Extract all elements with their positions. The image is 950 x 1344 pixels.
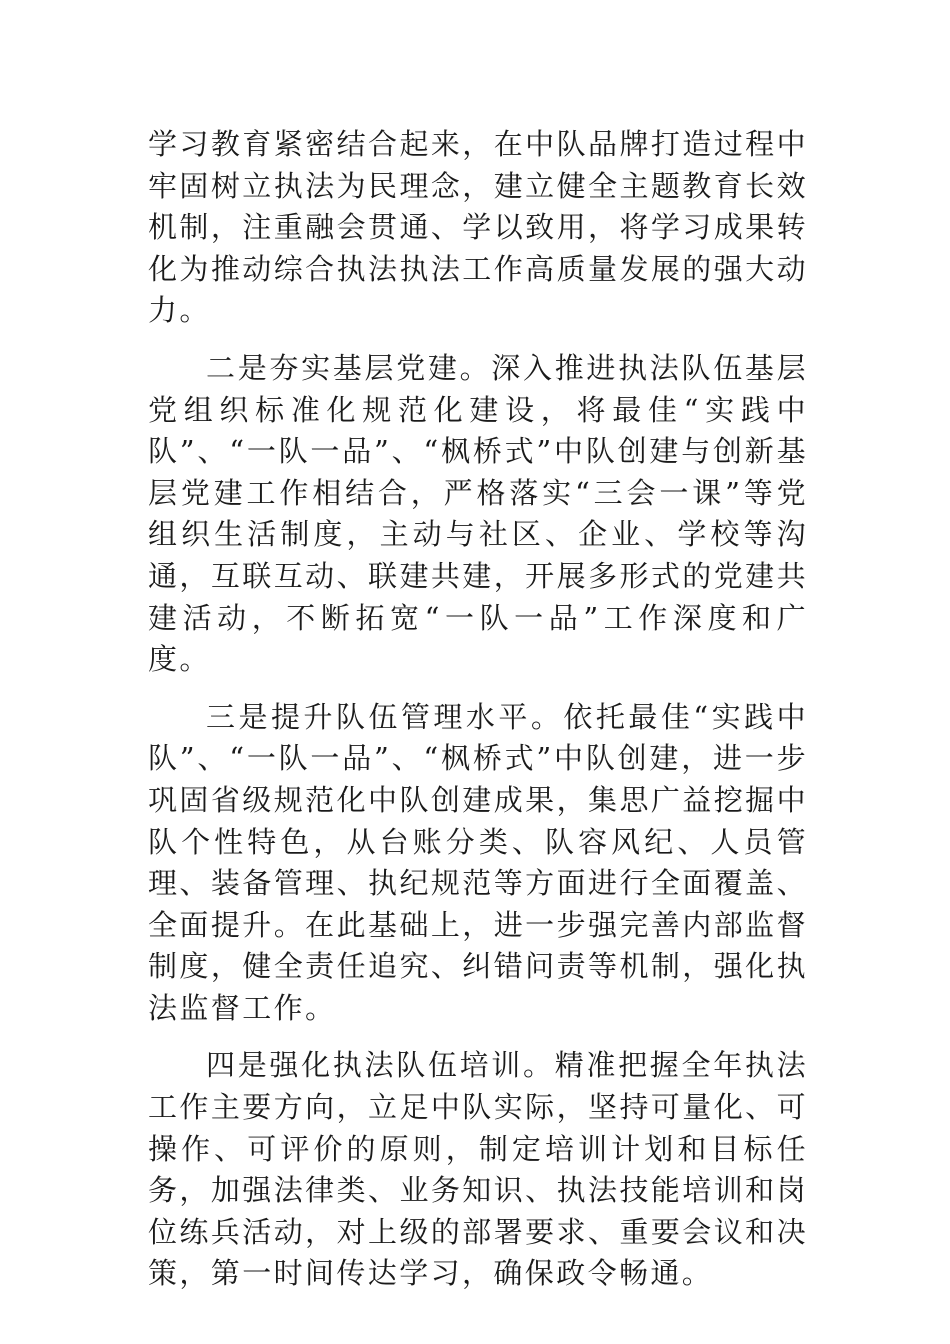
paragraph-continuation: 学习教育紧密结合起来，在中队品牌打造过程中牢固树立执法为民理念，建立健全主题教育长效机制，注重融会贯通、学以致用，将学习成果转化为推动综合执法执法工作高质量发展的强大动力。 (148, 127, 808, 328)
document-body (148, 124, 808, 1311)
paragraph-team-training: 四是强化执法队伍培训。精准把握全年执法工作主要方向，立足中队实际，坚持可量化、可操作、可评价的原则，制定培训计划和目标任务，加强法律类、业务知识、执法技能培训和岗位练兵活动，对上级的部署要求、重要会议和决策，第一时间传达学习，确保政令畅通。 (148, 1048, 808, 1291)
paragraph-team-management: 三是提升队伍管理水平。依托最佳“实践中队”、“一队一品”、“枫桥式”中队创建，进一步巩固省级规范化中队创建成果，集思广益挖掘中队个性特色，从台账分类、队容风纪、人员管理、装备管理、执纪规范等方面进行全面覆盖、全面提升。在此基础上，进一步强完善内部监督制度，健全责任追究、纠错问责等机制，强化执法监督工作。 (148, 699, 808, 1025)
paragraph-party-building: 二是夯实基层党建。深入推进执法队伍基层党组织标准化规范化建设，将最佳“实践中队”、“一队一品”、“枫桥式”中队创建与创新基层党建工作相结合，严格落实“三会一课”等党组织生活制度，主动与社区、企业、学校等沟通，互联互动、联建共建，开展多形式的党建共建活动，不断拓宽“一队一品”工作深度和广度。 (148, 350, 808, 677)
